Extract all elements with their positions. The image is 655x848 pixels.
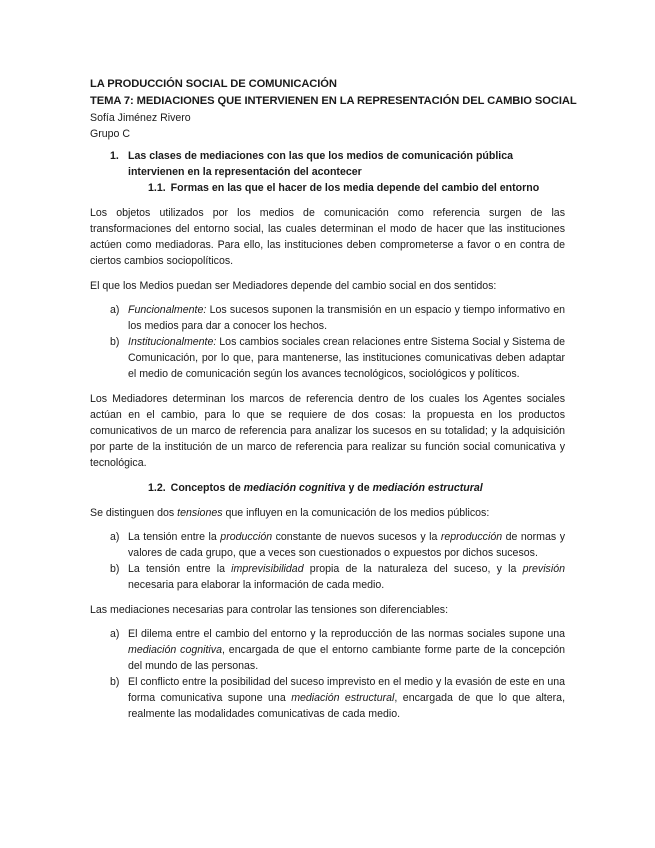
subsection-1-2-title-a: Conceptos de <box>170 482 244 494</box>
text-run-italic: reproducción <box>440 531 503 543</box>
list-item <box>110 561 565 593</box>
text-run-italic: tensiones <box>177 507 223 519</box>
text-run-italic: producción <box>220 531 273 543</box>
list-item <box>110 302 565 334</box>
list-marker: b) <box>110 336 120 348</box>
text-run: necesaria para elaborar la información de cada medio. <box>128 579 385 591</box>
text-run: constante de nuevos sucesos y la <box>272 531 441 543</box>
text-run: propia de la naturaleza del suceso, y la <box>303 563 523 575</box>
section-1-number: 1. <box>110 150 119 162</box>
text-run: de normas y valores de cada grupo, que a veces son cuestionados o expuestos por dichos sucesos. <box>128 531 565 559</box>
text-run-italic: imprevisibilidad <box>231 563 304 575</box>
subsection-1-2-number: 1.2. <box>148 482 166 494</box>
list-item <box>110 529 565 561</box>
list-marker: a) <box>110 628 120 640</box>
paragraph-1-1-c: Los Mediadores determinan los marcos de referencia dentro de los cuales los Agentes sociales actúan en el cambio, para lo que se requiere de dos cosas: la propuesta en los productos comunicativos de un marco de referencia para analizar los sucesos en su totalidad; y la adquisición por parte de la institución de un marco de referencia para realizar su función social comunicativa y tecnológica. <box>90 393 565 469</box>
list-term: Institucionalmente: <box>128 336 217 348</box>
list-item <box>110 674 565 722</box>
text-run: La tensión entre la <box>128 531 221 543</box>
text-run: La tensión entre la <box>128 563 232 575</box>
text-run-italic: mediación estructural <box>291 692 395 704</box>
list-sentidos <box>90 302 565 382</box>
subsection-1-1-number: 1.1. <box>148 182 166 194</box>
subsection-1-2-title-d: mediación estructural <box>372 482 483 494</box>
list-marker: a) <box>110 304 120 316</box>
list-tensiones <box>90 529 565 593</box>
subsection-1-2-title-c: y de <box>345 482 373 494</box>
paragraph-1-1-b: El que los Medios puedan ser Mediadores depende del cambio social en dos sentidos: <box>90 280 497 292</box>
subsection-1-2-title-b: mediación cognitiva <box>243 482 346 494</box>
text-run: El dilema entre el cambio del entorno y la reproducción de las normas sociales supone una <box>128 628 565 640</box>
subsection-1-1-title: Formas en las que el hacer de los media depende del cambio del entorno <box>170 182 540 194</box>
text-run: El conflicto entre la posibilidad del suceso imprevisto en el medio y la evasión de este en una forma comunicativa supone una <box>128 676 565 704</box>
author-name: Sofía Jiménez Rivero <box>90 112 191 124</box>
text-run-italic: mediación cognitiva <box>128 644 222 656</box>
text-run: , encargada de que lo que altera, realmente las modalidades comunicativas de cada medio. <box>128 692 566 720</box>
list-text: Los cambios sociales crean relaciones entre Sistema Social y Sistema de Comunicación, por lo que, para mantenerse, las instituciones comunicativas deben adaptar el medio de comunicación según los avances tecnológicos, sociológicos y políticos. <box>128 336 565 380</box>
paragraph-1-1-a: Los objetos utilizados por los medios de comunicación como referencia surgen de las transformaciones del entorno social, las cuales determinan el modo de hacer que las instituciones actúen como mediadoras. Para ello, las instituciones deben comprometerse a favor o en contra de ciertos cambios sociopolíticos. <box>90 207 565 267</box>
list-marker: b) <box>110 563 120 575</box>
list-term: Funcionalmente: <box>128 304 207 316</box>
section-1-title: Las clases de mediaciones con las que los medios de comunicación pública intervienen en la representación del acontecer <box>128 150 514 178</box>
list-text: Los sucesos suponen la transmisión en un espacio y tiempo informativo en los medios para dar a conocer los hechos. <box>128 304 565 332</box>
list-mediaciones <box>90 626 565 722</box>
subsection-1-1-heading <box>90 180 565 196</box>
list-marker: a) <box>110 531 120 543</box>
paragraph-1-2-a <box>90 505 565 521</box>
list-item <box>110 626 565 674</box>
subsection-1-2-heading <box>90 480 565 496</box>
list-marker: b) <box>110 676 120 688</box>
list-item <box>110 334 565 382</box>
text-run-italic: previsión <box>522 563 565 575</box>
group-label: Grupo C <box>90 128 131 140</box>
section-1-heading <box>90 148 565 180</box>
text-run: que influyen en la comunicación de los medios públicos: <box>222 507 490 519</box>
text-run: Se distinguen dos <box>90 507 178 519</box>
document-subtitle: TEMA 7: MEDIACIONES QUE INTERVIENEN EN LA REPRESENTACIÓN DEL CAMBIO SOCIAL <box>90 95 577 107</box>
document-title: LA PRODUCCIÓN SOCIAL DE COMUNICACIÓN <box>90 78 337 90</box>
text-run: , encargada de que el entorno cambiante forme parte de la concepción del mundo de las personas. <box>128 644 566 672</box>
paragraph-1-2-b: Las mediaciones necesarias para controlar las tensiones son diferenciables: <box>90 604 449 616</box>
